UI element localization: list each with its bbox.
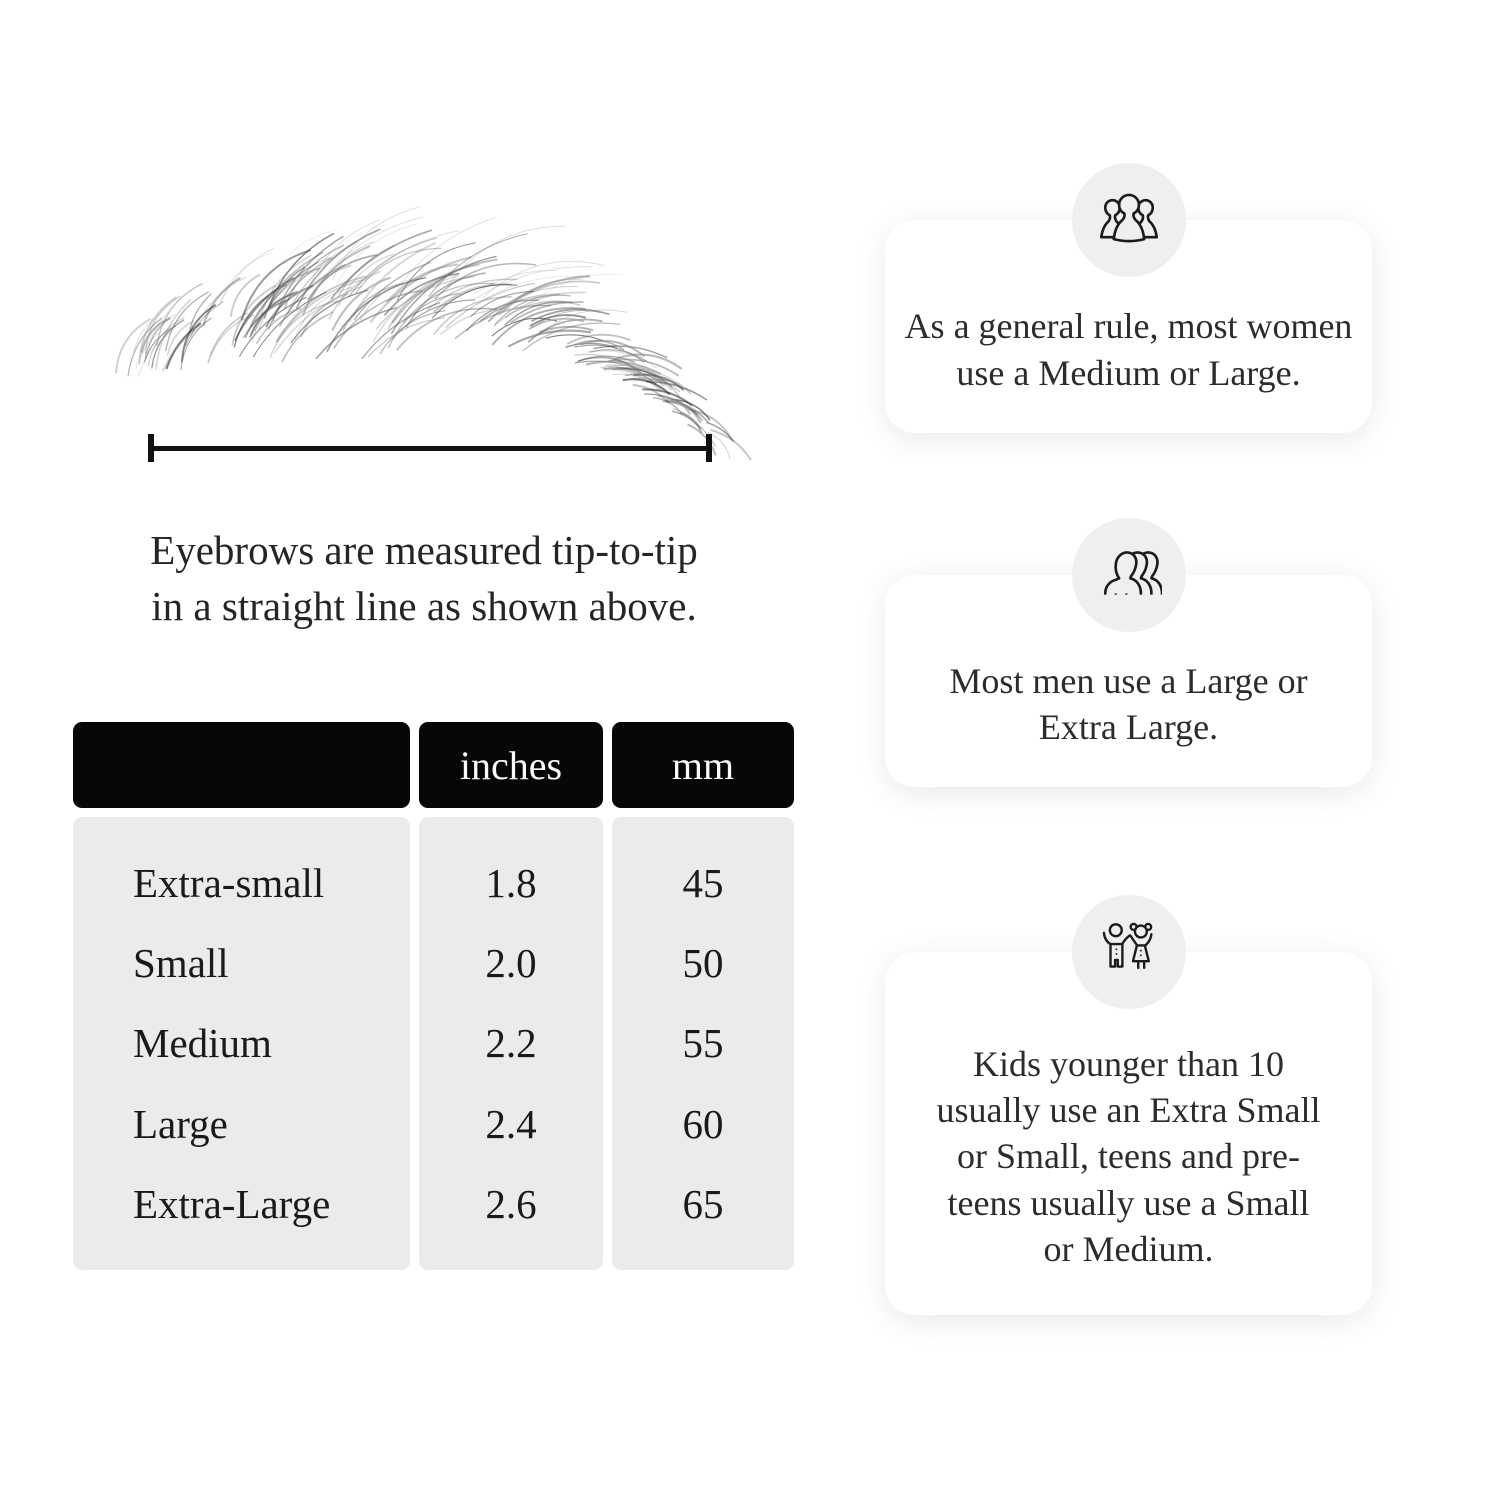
mm-value: 55 [682,1020,724,1067]
kids-card-text: Kids younger than 10 usually use an Extra Small or Small, teens and pre-teens usually use a Small or Medium. [936,1044,1321,1269]
size-label: Extra-Large [133,1180,331,1227]
kids-icon [1096,919,1162,985]
kids-icon-badge [1072,895,1186,1009]
women-info-card [885,220,1372,433]
women-card-text: As a general rule, most women use a Medium or Large. [904,306,1353,393]
size-table-mm-column [612,722,794,1270]
size-table-label-column [73,722,410,1270]
size-table-inches-column [419,722,603,1270]
men-icon-badge [1072,518,1186,632]
men-group-icon [1096,542,1162,608]
measurement-line [148,434,712,462]
men-card-text: Most men use a Large or Extra Large. [949,660,1308,747]
kids-info-card [885,952,1372,1315]
mm-value: 45 [682,860,724,907]
men-info-card [885,575,1372,787]
size-label: Large [133,1100,228,1147]
measurement-line-bar [148,446,712,451]
inches-value: 1.8 [485,860,537,907]
caption-line-2: in a straight line as shown above. [151,583,697,629]
size-table-header-blank [73,722,410,808]
inches-value: 2.2 [485,1020,537,1067]
inches-value: 2.0 [485,940,537,987]
women-icon-badge [1072,163,1186,277]
inches-value: 2.4 [485,1100,537,1147]
size-table-label-body [73,817,410,1270]
size-table-inches-body [419,817,603,1270]
size-label: Small [133,940,229,987]
caption-line-1: Eyebrows are measured tip-to-tip [150,527,698,573]
inches-value: 2.6 [485,1180,537,1227]
size-table [73,722,794,1270]
measurement-caption [112,522,736,634]
mm-value: 65 [682,1180,724,1227]
women-group-icon [1096,187,1162,253]
measurement-line-right-cap [706,434,712,462]
mm-value: 50 [682,940,724,987]
size-table-header-inches: inches [419,722,603,808]
mm-value: 60 [682,1100,724,1147]
size-label: Extra-small [133,860,325,907]
size-table-header-mm: mm [612,722,794,808]
size-table-mm-body [612,817,794,1270]
eyebrow-illustration [112,246,724,445]
size-label: Medium [133,1020,272,1067]
